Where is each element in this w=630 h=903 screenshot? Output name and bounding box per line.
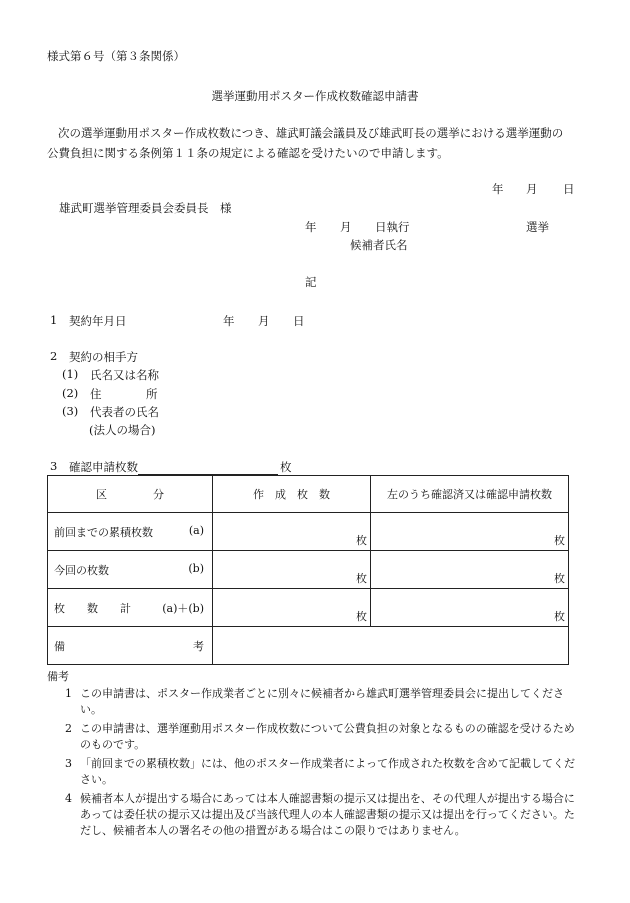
row-label-cell	[48, 513, 213, 551]
election-month-label: 月	[340, 220, 352, 234]
addressee: 雄武町選挙管理委員会委員長 様	[59, 201, 232, 215]
item2-sub2-label-a: 住	[90, 387, 102, 401]
header-confirmed-count: 左のうち確認済又は確認申請枚数	[371, 476, 569, 513]
election-day-label: 日執行	[375, 220, 410, 234]
note-item	[46, 756, 578, 788]
note-text: 「前回までの累積枚数」には、他のポスター作成業者によって作成された枚数を含めて記載してください。	[80, 757, 575, 786]
row-label: 今回の枚数	[54, 563, 109, 577]
item2-number: 2	[50, 349, 58, 363]
election-year-label: 年	[305, 220, 317, 234]
unit-label: 枚	[554, 609, 565, 623]
header-category-a: 区	[96, 488, 107, 501]
header-category-b: 分	[153, 488, 164, 501]
intro-line-2: 公費負担に関する条例第１１条の規定による確認を受けたいので申請します。	[47, 146, 449, 160]
election-type-label: 選挙	[526, 220, 549, 234]
item1-label: 契約年月日	[69, 314, 127, 328]
note-item	[46, 686, 578, 718]
row-mark: (b)	[188, 561, 204, 575]
intro-line-1: 次の選挙運動用ポスター作成枚数につき、雄武町議会議員及び雄武町長の選挙における選挙運動の	[58, 126, 564, 140]
table-row	[48, 589, 569, 627]
item2-sub3-label: 代表者の氏名	[90, 405, 159, 419]
note-text: この申請書は、選挙運動用ポスター作成枚数について公費負担の対象となるものの確認を受けるためのものです。	[80, 722, 575, 751]
row-label: 前回までの累積枚数	[54, 525, 153, 539]
table-header-row	[48, 476, 569, 513]
note-number: 3	[65, 757, 72, 770]
item2-sub2-label-b: 所	[146, 387, 158, 401]
header-category	[48, 476, 213, 513]
date-day-label: 日	[563, 182, 575, 196]
note-text: 候補者本人が提出する場合にあっては本人確認書類の提示又は提出を、その代理人が提出する場合にあっては委任状の提示又は提出及び当該代理人の本人確認書類の提示又は提出を行ってください。ただし、候補者本人の署名その他の措置がある場合はこの限りではありません。	[80, 792, 575, 837]
row-label: 枚 数 計	[54, 601, 131, 615]
date-month-label: 月	[526, 182, 538, 196]
candidate-name-label: 候補者氏名	[350, 238, 408, 252]
note-number: 4	[65, 792, 72, 805]
confirmed-count-cell[interactable]	[371, 589, 569, 627]
note-text: この申請書は、ポスター作成業者ごとに別々に候補者から雄武町選挙管理委員会に提出してください。	[80, 687, 564, 716]
notes-title: 備考	[47, 670, 69, 683]
item2-sub3-note: (法人の場合)	[89, 423, 156, 437]
date-year-label: 年	[492, 182, 504, 196]
item1-number: 1	[50, 313, 58, 327]
remarks-label-cell	[48, 627, 213, 665]
remarks-cell[interactable]	[213, 627, 569, 665]
item2-sub1-number: (1)	[62, 367, 79, 381]
unit-label: 枚	[554, 533, 565, 547]
made-count-cell[interactable]	[213, 513, 371, 551]
item2-label: 契約の相手方	[69, 350, 138, 364]
item3-label-text: 確認申請枚数	[69, 460, 138, 474]
made-count-cell[interactable]	[213, 589, 371, 627]
item3-number: 3	[50, 459, 58, 473]
item1-year: 年	[223, 314, 235, 328]
item2-sub1-label: 氏名又は名称	[90, 368, 159, 382]
unit-label: 枚	[356, 571, 367, 585]
item2-sub2-number: (2)	[62, 386, 79, 400]
note-number: 2	[65, 722, 72, 735]
confirmed-count-cell[interactable]	[371, 513, 569, 551]
row-mark: (a)＋(b)	[162, 601, 204, 615]
note-number: 1	[65, 687, 72, 700]
header-made-count: 作 成 枚 数	[213, 476, 371, 513]
document-title: 選挙運動用ポスター作成枚数確認申請書	[211, 89, 419, 103]
remarks-row	[48, 627, 569, 665]
item2-sub3-number: (3)	[62, 404, 79, 418]
unit-label: 枚	[356, 533, 367, 547]
item3-blank-line	[138, 463, 278, 475]
confirmed-count-cell[interactable]	[371, 551, 569, 589]
unit-label: 枚	[554, 571, 565, 585]
poster-count-table	[47, 475, 569, 665]
remarks-label-b: 考	[193, 639, 204, 653]
item3-label	[69, 459, 278, 475]
item1-month: 月	[258, 314, 270, 328]
row-label-cell	[48, 551, 213, 589]
notes-list	[46, 686, 578, 842]
note-item	[46, 721, 578, 753]
made-count-cell[interactable]	[213, 551, 371, 589]
item1-day: 日	[293, 314, 305, 328]
table-row	[48, 513, 569, 551]
note-item	[46, 791, 578, 839]
row-label-cell	[48, 589, 213, 627]
row-mark: (a)	[188, 523, 204, 537]
form-number: 様式第６号（第３条関係）	[47, 49, 185, 63]
ki-heading: 記	[305, 275, 317, 289]
remarks-label-a: 備	[54, 639, 65, 653]
item3-unit: 枚	[280, 460, 292, 474]
table-row	[48, 551, 569, 589]
unit-label: 枚	[356, 609, 367, 623]
